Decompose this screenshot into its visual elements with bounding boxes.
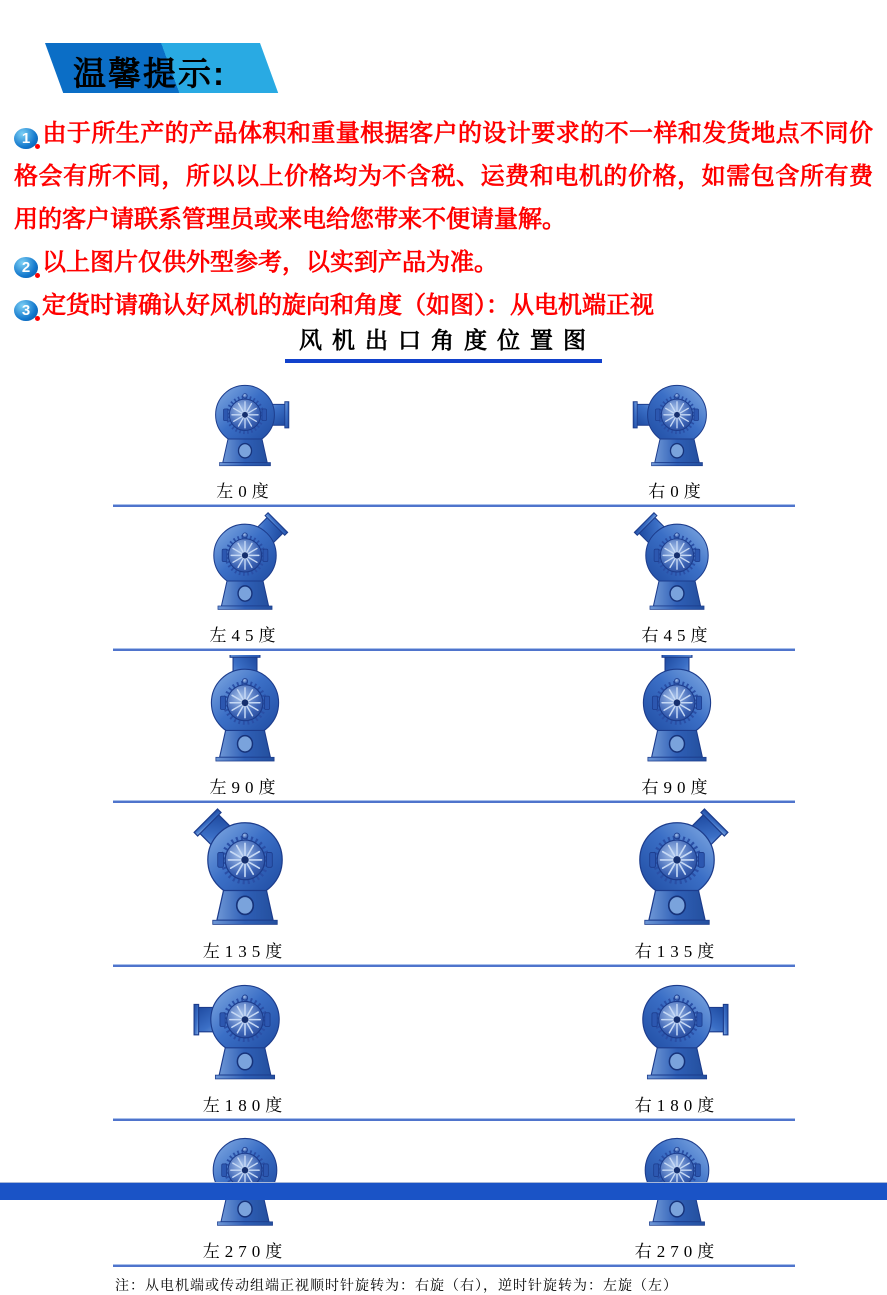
fan-image-holder-left: [183, 807, 307, 936]
row-separator: [113, 1119, 795, 1121]
row-separator: [113, 965, 795, 967]
fan-image: [196, 373, 294, 471]
diagram-title: 风机出口角度位置图: [285, 322, 602, 363]
fan-image: [625, 511, 729, 615]
fan-cell-left: [95, 971, 395, 1116]
fan-label-left: 左180度: [202, 1096, 288, 1115]
fan-image: [192, 1125, 298, 1231]
fan-row: [0, 971, 887, 1116]
fan-row-block: [0, 373, 887, 507]
fan-label-left: 左0度: [216, 482, 274, 501]
fan-label-left: 左270度: [202, 1242, 288, 1261]
notice-text: 以上图片仅供外型参考，以实到产品为准。: [42, 249, 498, 276]
row-separator: [113, 801, 795, 803]
fan-image-holder-left: [188, 971, 302, 1090]
fan-image: [193, 511, 297, 615]
row-separator: [113, 505, 795, 507]
row-separator: [113, 1265, 795, 1267]
notice-item: [14, 284, 873, 327]
notice-item: [14, 112, 873, 241]
fan-row-block: [0, 807, 887, 967]
fan-label-right: 右45度: [641, 626, 713, 645]
fan-grid: [0, 373, 887, 1267]
fan-image-holder-left: [192, 1125, 298, 1236]
diagram-title-wrap: [0, 322, 887, 363]
fan-image: [189, 655, 301, 767]
notice-text: 由于所生产的产品体积和重量根据客户的设计要求的不一样和发货地点不同价格会有所不同，所以以上价格均为不含税、运费和电机的价格，如需包含所有费用的客户请联系管理员或来电给您带来不便请量解。: [14, 120, 873, 233]
fan-cell-left: [95, 373, 395, 502]
fan-row-block: [0, 511, 887, 651]
fan-image-holder-right: [621, 655, 733, 772]
notice-text: 定货时请确认好风机的旋向和角度（如图）：从电机端正视: [42, 292, 654, 319]
fan-image: [188, 971, 302, 1085]
fan-label-left: 左135度: [202, 942, 288, 961]
fan-row-block: [0, 655, 887, 803]
fan-image: [624, 1125, 730, 1231]
fan-label-right: 右270度: [634, 1242, 720, 1261]
fan-label-right: 右135度: [634, 942, 720, 961]
fan-cell-right: [527, 511, 827, 646]
fan-image: [621, 655, 733, 767]
fan-image-holder-right: [624, 1125, 730, 1236]
fan-label-right: 右0度: [648, 482, 706, 501]
fan-row: [0, 655, 887, 798]
fan-image: [183, 807, 307, 931]
notice-list: [14, 112, 873, 327]
fan-row: [0, 511, 887, 646]
fan-angle-diagram: [0, 322, 887, 1295]
notice-item: [14, 241, 873, 284]
fan-image-holder-left: [196, 373, 294, 476]
fan-cell-right: [527, 655, 827, 798]
fan-cell-right: [527, 971, 827, 1116]
fan-label-right: 右90度: [641, 778, 713, 797]
fan-image-holder-right: [620, 971, 734, 1090]
fan-image: [628, 373, 726, 471]
fan-row: [0, 807, 887, 962]
fan-row-block: [0, 971, 887, 1121]
fan-label-left: 左90度: [209, 778, 281, 797]
fan-label-right: 右180度: [634, 1096, 720, 1115]
notice-number-badge: 2: [14, 257, 38, 278]
fan-cell-left: [95, 511, 395, 646]
fan-image-holder-right: [628, 373, 726, 476]
fan-row: [0, 373, 887, 502]
fan-image: [615, 807, 739, 931]
fan-image-holder-left: [189, 655, 301, 772]
fan-cell-left: [95, 807, 395, 962]
fan-image-holder-left: [193, 511, 297, 620]
fan-cell-left: [95, 655, 395, 798]
fan-image: [620, 971, 734, 1085]
notice-number-badge: 1: [14, 128, 38, 149]
diagram-note: 注：从电机端或传动组端正视顺时针旋转为：右旋（右），逆时针旋转为：左旋（左）: [115, 1279, 678, 1294]
fan-image-holder-right: [615, 807, 739, 936]
fan-image-holder-right: [625, 511, 729, 620]
footer-bar: [0, 1182, 887, 1200]
fan-cell-right: [527, 373, 827, 502]
row-separator: [113, 649, 795, 651]
notice-number-badge: 3: [14, 300, 38, 321]
fan-cell-right: [527, 807, 827, 962]
fan-label-left: 左45度: [209, 626, 281, 645]
tips-banner-title: 温馨提示:: [73, 55, 226, 92]
